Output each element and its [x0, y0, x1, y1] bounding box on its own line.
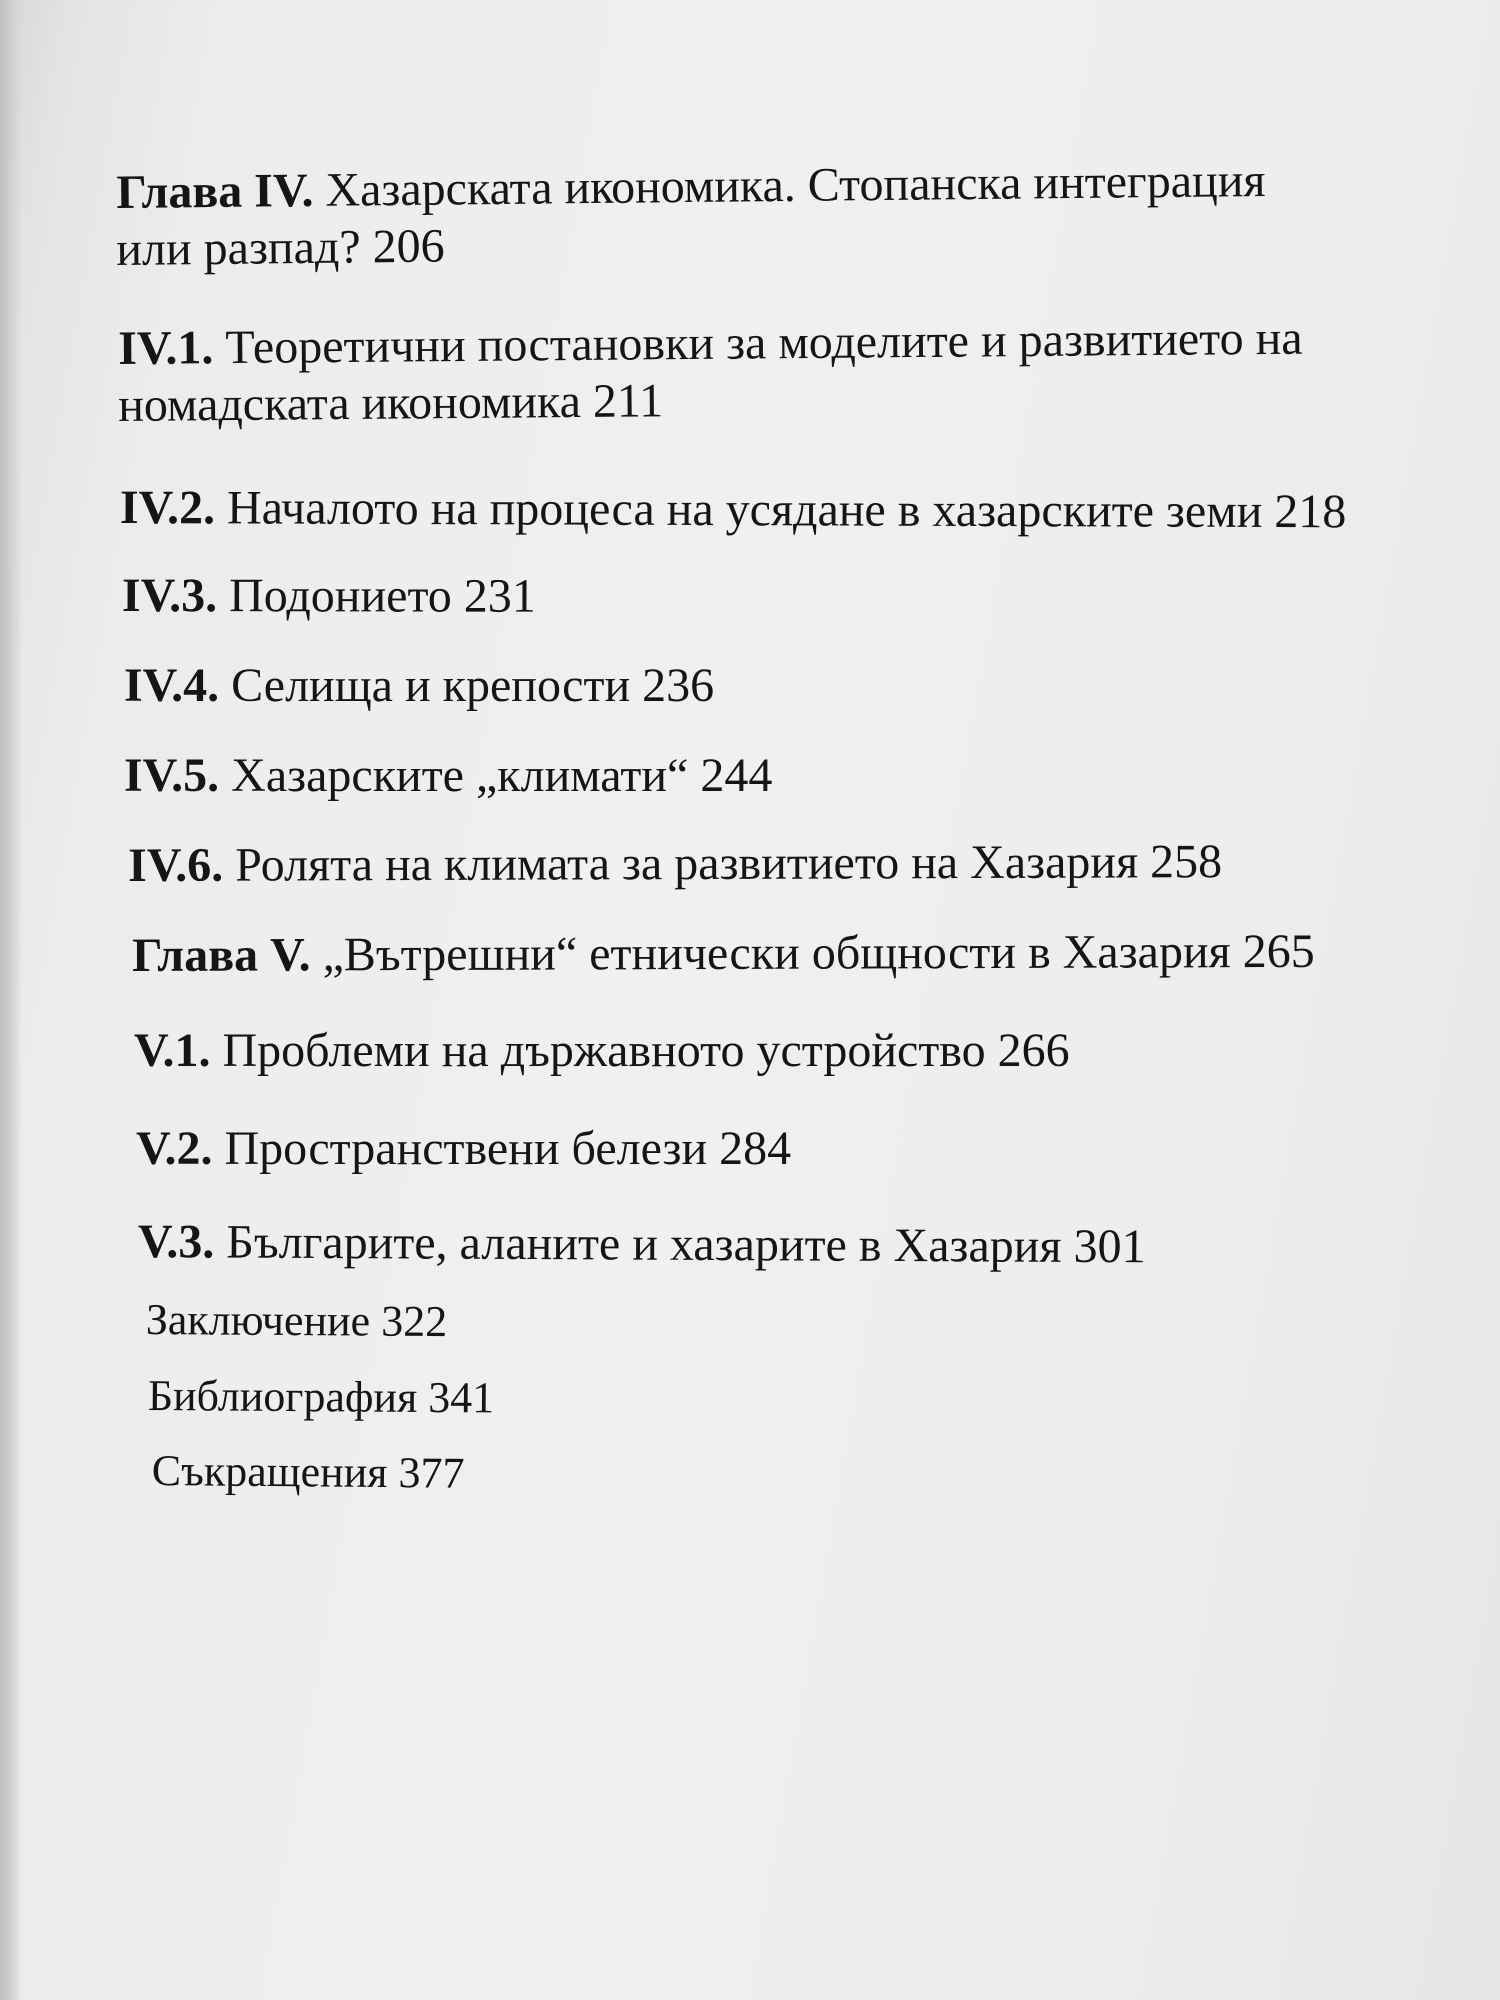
toc-section-5-1 [134, 1023, 1070, 1079]
toc-section-5-3 [138, 1214, 1146, 1275]
toc-section-4-5 [124, 748, 772, 804]
toc-chapter-4-number: Глава IV. [116, 163, 314, 219]
toc-abbreviations: Съкращения 377 [151, 1445, 465, 1498]
toc-section-4-2-number: IV.2. [119, 481, 216, 535]
toc-section-4-6-number: IV.6. [128, 838, 224, 892]
toc-section-5-2-title: Пространствени белези 284 [212, 1122, 792, 1175]
toc-section-5-1-number: V.1. [134, 1024, 211, 1077]
toc-chapter-4-title: Хазарската икономика. Стопанска интеграция [313, 153, 1266, 217]
toc-section-4-1-continuation: номадската икономика 211 [118, 374, 664, 432]
toc-section-4-3 [122, 568, 536, 625]
toc-section-5-1-title: Проблеми на държавното устройство 266 [210, 1024, 1070, 1077]
toc-chapter-4 [116, 153, 1266, 221]
toc-section-4-1-title: Теоретични постановки за моделите и развитието на [213, 311, 1303, 375]
toc-chapter-5-number: Глава V. [132, 928, 311, 982]
toc-chapter-5 [132, 924, 1315, 984]
toc-section-4-2-title: Началото на процеса на усядане в хазарските земи 218 [214, 481, 1347, 539]
toc-section-4-1 [118, 311, 1303, 377]
toc-chapter-4-continuation: или разпад? 206 [116, 219, 445, 276]
toc-section-4-4 [124, 658, 714, 714]
toc-section-5-3-title: Българите, аланите и хазарите в Хазария 301 [214, 1215, 1146, 1274]
toc-section-5-2 [136, 1121, 791, 1177]
toc-section-4-5-title: Хазарските „климати“ 244 [219, 749, 773, 802]
toc-conclusion: Заключение 322 [145, 1294, 448, 1347]
toc-bibliography: Библиография 341 [147, 1370, 495, 1423]
toc-section-4-1-number: IV.1. [118, 321, 214, 375]
toc-section-4-4-number: IV.4. [124, 659, 220, 712]
toc-section-5-2-number: V.2. [136, 1122, 213, 1175]
toc-section-4-5-number: IV.5. [124, 749, 220, 802]
toc-section-4-6-title: Ролята на климата за развитието на Хазария 258 [223, 835, 1223, 892]
toc-section-4-6 [128, 834, 1222, 894]
toc-section-4-3-number: IV.3. [121, 569, 218, 623]
toc-section-4-2 [120, 480, 1347, 540]
toc-section-4-4-title: Селища и крепости 236 [219, 659, 715, 712]
toc-section-4-3-title: Подонието 231 [217, 569, 536, 623]
toc-section-5-3-number: V.3. [137, 1215, 215, 1269]
toc-chapter-5-title: „Вътрешни“ етнически общности в Хазария 265 [310, 924, 1315, 982]
